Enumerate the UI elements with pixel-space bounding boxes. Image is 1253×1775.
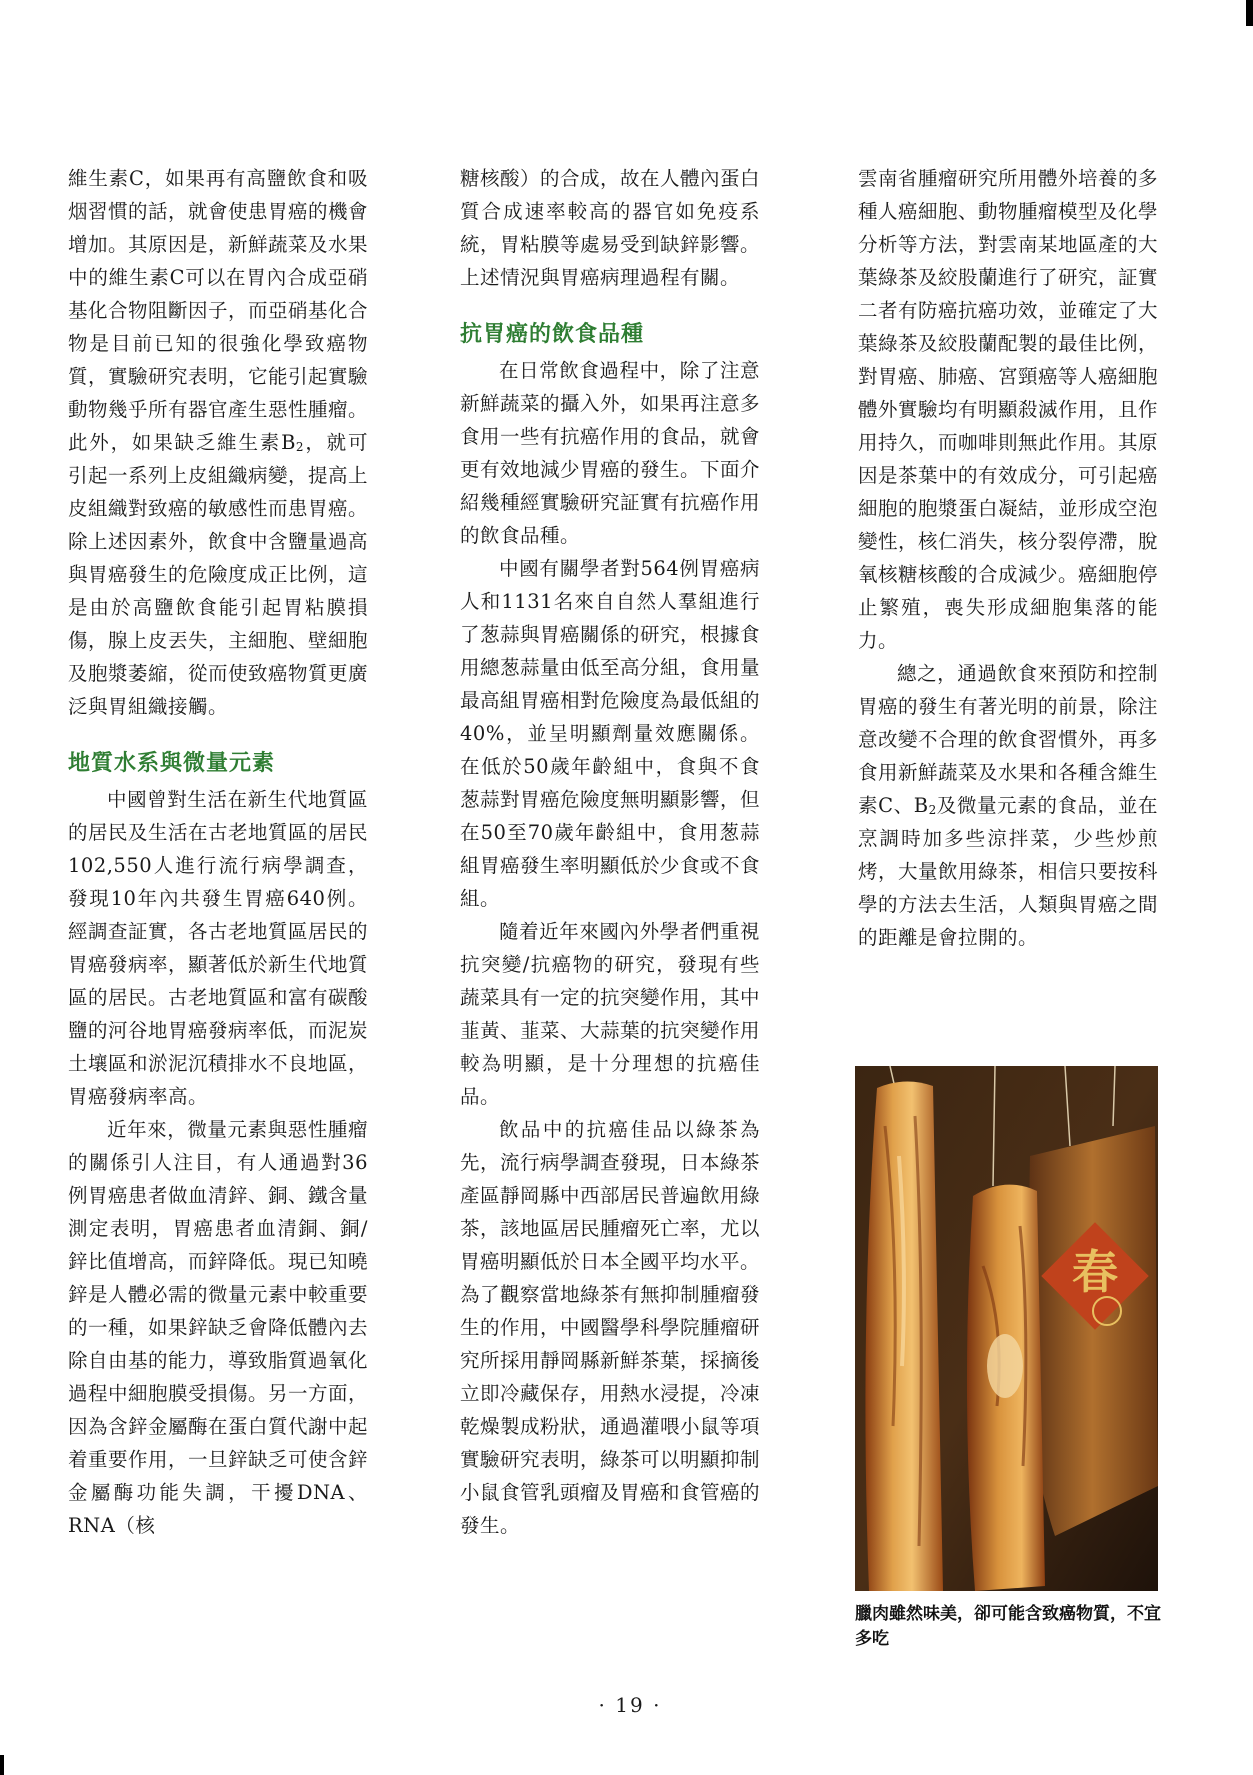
paragraph: 飲品中的抗癌佳品以綠茶為先，流行病學調查發現，日本綠茶產區靜岡縣中西部居民普遍飲用綠茶，該地區居民腫瘤死亡率，尤以胃癌明顯低於日本全國平均水平。為了觀察當地綠茶有無抑制腫瘤發生的作用，中國醫學科學院腫瘤研究所採用靜岡縣新鮮茶葉，採摘後立即冷藏保存，用熱水浸提，冷凍乾燥製成粉狀，通過灌喂小鼠等項實驗研究表明，綠茶可以明顯抑制小鼠食管乳頭瘤及胃癌和食管癌的發生。 [460, 1118, 761, 1537]
scan-corner-mark [0, 1755, 4, 1775]
paragraph: 中國有關學者對564例胃癌病人和1131名來自自然人羣組進行了葱蒜與胃癌關係的研究，根據食用總葱蒜量由低至高分組，食用量最高組胃癌相對危險度為最低組的40%，並呈明顯劑量效應關係。在低於50歲年齡組中，食與不食葱蒜對胃癌危險度無明顯影響，但在50至70歲年齡組中，食用葱蒜組胃癌發生率明顯低於少食或不食組。 [460, 557, 761, 910]
figure-label-char: 春 [1072, 1245, 1118, 1299]
scan-corner-mark [1246, 0, 1253, 26]
paragraph: 維生素C，如果再有高鹽飲食和吸烟習慣的話，就會使患胃癌的機會增加。其原因是，新鮮蔬菜及水果中的維生素C可以在胃內合成亞硝基化合物阻斷因子，而亞硝基化合物是目前已知的很強化學致癌物質，實驗研究表明，它能引起實驗動物幾乎所有器官產生惡性腫瘤。此外，如果缺乏維生素$B_2$，就可引起一系列上皮組織病變，提高上皮組織對致癌的敏感性而患胃癌。除上述因素外，飲食中含鹽量過高與胃癌發生的危險度成正比例，這是由於高鹽飲食能引起胃粘膜損傷，腺上皮丟失，主細胞、壁細胞及胞漿萎縮，從而使致癌物質更廣泛與胃組織接觸。 [68, 167, 369, 718]
text-column-3 [858, 162, 1158, 954]
section-heading-geology: 地質水系與微量元素 [68, 751, 276, 776]
paragraph: 糖核酸）的合成，故在人體內蛋白質合成速率較高的器官如免疫系統，胃粘膜等處易受到缺鋅影響。上述情況與胃癌病理過程有關。 [460, 167, 761, 289]
figure-caption: 臘肉雖然味美，卻可能含致癌物質，不宜多吃 [855, 1604, 1161, 1649]
text-column-2 [460, 162, 760, 1542]
paragraph: 雲南省腫瘤研究所用體外培養的多種人癌細胞、動物腫瘤模型及化學分析等方法，對雲南某地區產的大葉綠茶及絞股蘭進行了研究，証實二者有防癌抗癌功效，並確定了大葉綠茶及絞股蘭配製的最佳比例，對胃癌、肺癌、宮頸癌等人癌細胞體外實驗均有明顯殺滅作用，且作用持久，而咖啡則無此作用。其原因是茶葉中的有效成分，可引起癌細胞的胞漿蛋白凝結，並形成空泡變性，核仁消失，核分裂停滯，脫氧核糖核酸的合成減少。癌細胞停止繁殖，喪失形成細胞集落的能力。 [858, 167, 1159, 652]
paragraph: 總之，通過飲食來預防和控制胃癌的發生有著光明的前景，除注意改變不合理的飲食習慣外，再多食用新鮮蔬菜及水果和各種含維生素C、$B_2$及微量元素的食品，並在烹調時加多些涼拌菜，少些炒煎烤，大量飲用綠茶，相信只要按科學的方法去生活，人類與胃癌之間的距離是會拉開的。 [858, 662, 1159, 949]
paragraph: 隨着近年來國內外學者們重視抗突變/抗癌物的研究，發現有些蔬菜具有一定的抗突變作用，其中韮黃、韮菜、大蒜葉的抗突變作用較為明顯，是十分理想的抗癌佳品。 [460, 920, 761, 1108]
section-heading-anticancer-foods: 抗胃癌的飲食品種 [460, 322, 645, 347]
text-column-1 [68, 162, 368, 1542]
paragraph: 在日常飲食過程中，除了注意新鮮蔬菜的攝入外，如果再注意多食用一些有抗癌作用的食品，就會更有效地減少胃癌的發生。下面介紹幾種經實驗研究証實有抗癌作用的飲食品種。 [460, 359, 761, 547]
paragraph: 近年來，微量元素與惡性腫瘤的關係引人注目，有人通過對36例胃癌患者做血清鋅、銅、鐵含量測定表明，胃癌患者血清銅、銅/鋅比值增高，而鋅降低。現已知曉鋅是人體必需的微量元素中較重要的一種，如果鋅缺乏會降低體內去除自由基的能力，導致脂質過氧化過程中細胞膜受損傷。另一方面，因為含鋅金屬酶在蛋白質代謝中起着重要作用，一旦鋅缺乏可使含鋅金屬酶功能失調，干擾DNA、RNA（核 [68, 1118, 369, 1537]
page-number: · 19 · [598, 1693, 662, 1717]
cured-pork-photo [855, 1066, 1158, 1591]
paragraph: 中國曾對生活在新生代地質區的居民及生活在古老地質區的居民102,550人進行流行病學調查，發現10年內共發生胃癌640例。經調查証實，各古老地質區居民的胃癌發病率，顯著低於新生代地質區的居民。古老地質區和富有碳酸鹽的河谷地胃癌發病率低，而泥炭土壤區和淤泥沉積排水不良地區，胃癌發病率高。 [68, 788, 369, 1108]
